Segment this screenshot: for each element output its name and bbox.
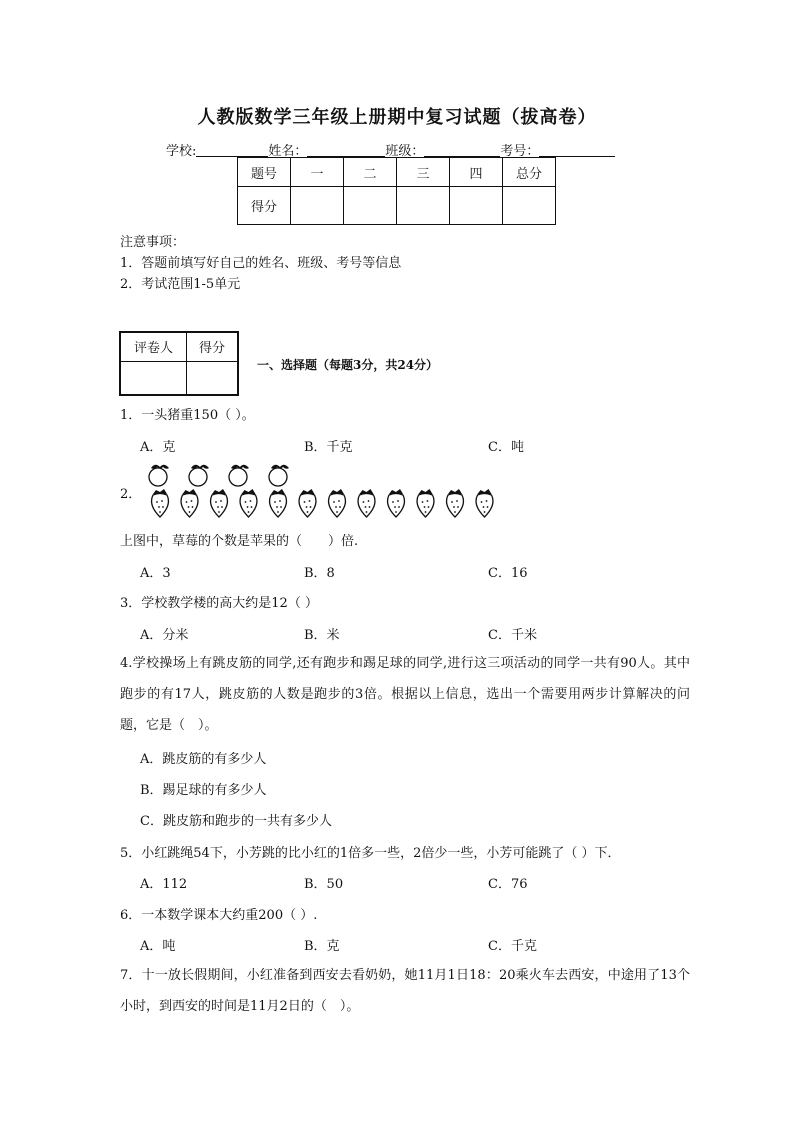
strawberry-icon [476, 489, 493, 517]
score-row-label: 得分 [238, 187, 291, 225]
question-4: 4.学校操场上有跳皮筋的同学,还有跑步和踢足球的同学,进行这三项活动的同学一共有90人。其中跑步的有17人，跳皮筋的人数是跑步的3倍。根据以上信息，选出一个需要用两步计算解决的问题，它是（ ）。 [120, 656, 690, 733]
q2-option-a[interactable]: A．3 [140, 566, 171, 581]
question-3: 3．学校教学楼的高大约是12（ ） [120, 596, 318, 611]
notes [120, 232, 401, 295]
q2-option-b[interactable]: B．8 [304, 566, 335, 581]
grader-score-cell[interactable] [187, 361, 239, 395]
strawberry-icon [388, 489, 405, 517]
score-cell[interactable] [397, 187, 450, 225]
strawberry-icon [447, 489, 464, 517]
school-label: 学校: [166, 144, 197, 159]
question-2-number: 2． [120, 487, 142, 502]
strawberry-icon [152, 489, 169, 517]
q5-option-a[interactable]: A．112 [140, 877, 188, 892]
score-header-cell: 四 [450, 158, 503, 187]
page-title: 人教版数学三年级上册期中复习试题（拔高卷） [197, 107, 597, 128]
apple-icon [269, 465, 289, 486]
score-cell[interactable] [450, 187, 503, 225]
score-cell[interactable] [291, 187, 344, 225]
score-header-cell: 一 [291, 158, 344, 187]
strawberry-icon [240, 489, 257, 517]
score-header-cell: 三 [397, 158, 450, 187]
strawberry-icon [211, 489, 228, 517]
strawberry-icon [181, 489, 198, 517]
question-6: 6．一本数学课本大约重200（ ）. [120, 908, 318, 923]
q1-option-a[interactable]: A．克 [140, 440, 176, 455]
score-cell[interactable] [344, 187, 397, 225]
q5-option-c[interactable]: C．76 [488, 877, 528, 892]
notes-item: 2．考试范围1-5单元 [120, 277, 241, 292]
strawberry-icon [329, 489, 346, 517]
question-5: 5．小红跳绳54下，小芳跳的比小红的1倍多一些，2倍少一些，小芳可能跳了（ ）下． [120, 846, 621, 861]
grader-reviewer-cell[interactable] [120, 361, 187, 395]
question-1: 1．一头猪重150（ ）。 [120, 408, 255, 423]
q1-option-b[interactable]: B．千克 [304, 440, 353, 455]
q5-option-b[interactable]: B．50 [304, 877, 344, 892]
score-cell[interactable] [503, 187, 556, 225]
name-blank[interactable] [307, 143, 385, 157]
exam-no-blank[interactable] [539, 143, 615, 157]
question-7: 7．十一放长假期间，小红准备到西安去看奶奶，她11月1日18：20乘火车去西安，中途用了13个小时，到西安的时间是11月2日的（ ）。 [120, 968, 690, 1014]
q3-option-a[interactable]: A．分米 [140, 628, 189, 643]
grader-table [119, 331, 239, 396]
apple-icon [189, 465, 209, 486]
q2-option-c[interactable]: C．16 [488, 566, 528, 581]
apple-icon [229, 465, 249, 486]
strawberry-icon [417, 489, 434, 517]
q6-option-a[interactable]: A．吨 [140, 939, 176, 954]
q4-option-c[interactable]: C．跳皮筋和跑步的一共有多少人 [140, 814, 332, 829]
class-label: 班级： [385, 144, 425, 159]
notes-item: 1．答题前填写好自己的姓名、班级、考号等信息 [120, 256, 402, 271]
section-1-title: 一、选择题（每题3分，共24分） [257, 358, 439, 372]
score-table [237, 157, 556, 225]
class-blank[interactable] [424, 143, 500, 157]
strawberry-icon [270, 489, 287, 517]
school-blank[interactable] [196, 143, 268, 157]
exam-no-label: 考号： [500, 144, 540, 159]
strawberry-icon [299, 489, 316, 517]
q3-option-b[interactable]: B．米 [304, 628, 340, 643]
apple-icon [149, 465, 169, 486]
grader-reviewer-label: 评卷人 [120, 332, 187, 361]
notes-heading: 注意事项： [120, 235, 186, 250]
q4-option-b[interactable]: B．踢足球的有多少人 [140, 783, 267, 798]
question-2: 上图中，草莓的个数是苹果的（ ）倍. [120, 534, 359, 549]
q4-option-a[interactable]: A．跳皮筋的有多少人 [140, 752, 267, 767]
grader-score-label: 得分 [187, 332, 239, 361]
q3-option-c[interactable]: C．千米 [488, 628, 537, 643]
q6-option-b[interactable]: B．克 [304, 939, 340, 954]
q6-option-c[interactable]: C．千克 [488, 939, 537, 954]
fruit-picture [140, 460, 510, 520]
strawberry-icon [358, 489, 375, 517]
score-header-cell: 二 [344, 158, 397, 187]
score-header-cell: 题号 [238, 158, 291, 187]
q1-option-c[interactable]: C．吨 [488, 440, 524, 455]
score-header-cell: 总分 [503, 158, 556, 187]
name-label: 姓名： [268, 144, 308, 159]
